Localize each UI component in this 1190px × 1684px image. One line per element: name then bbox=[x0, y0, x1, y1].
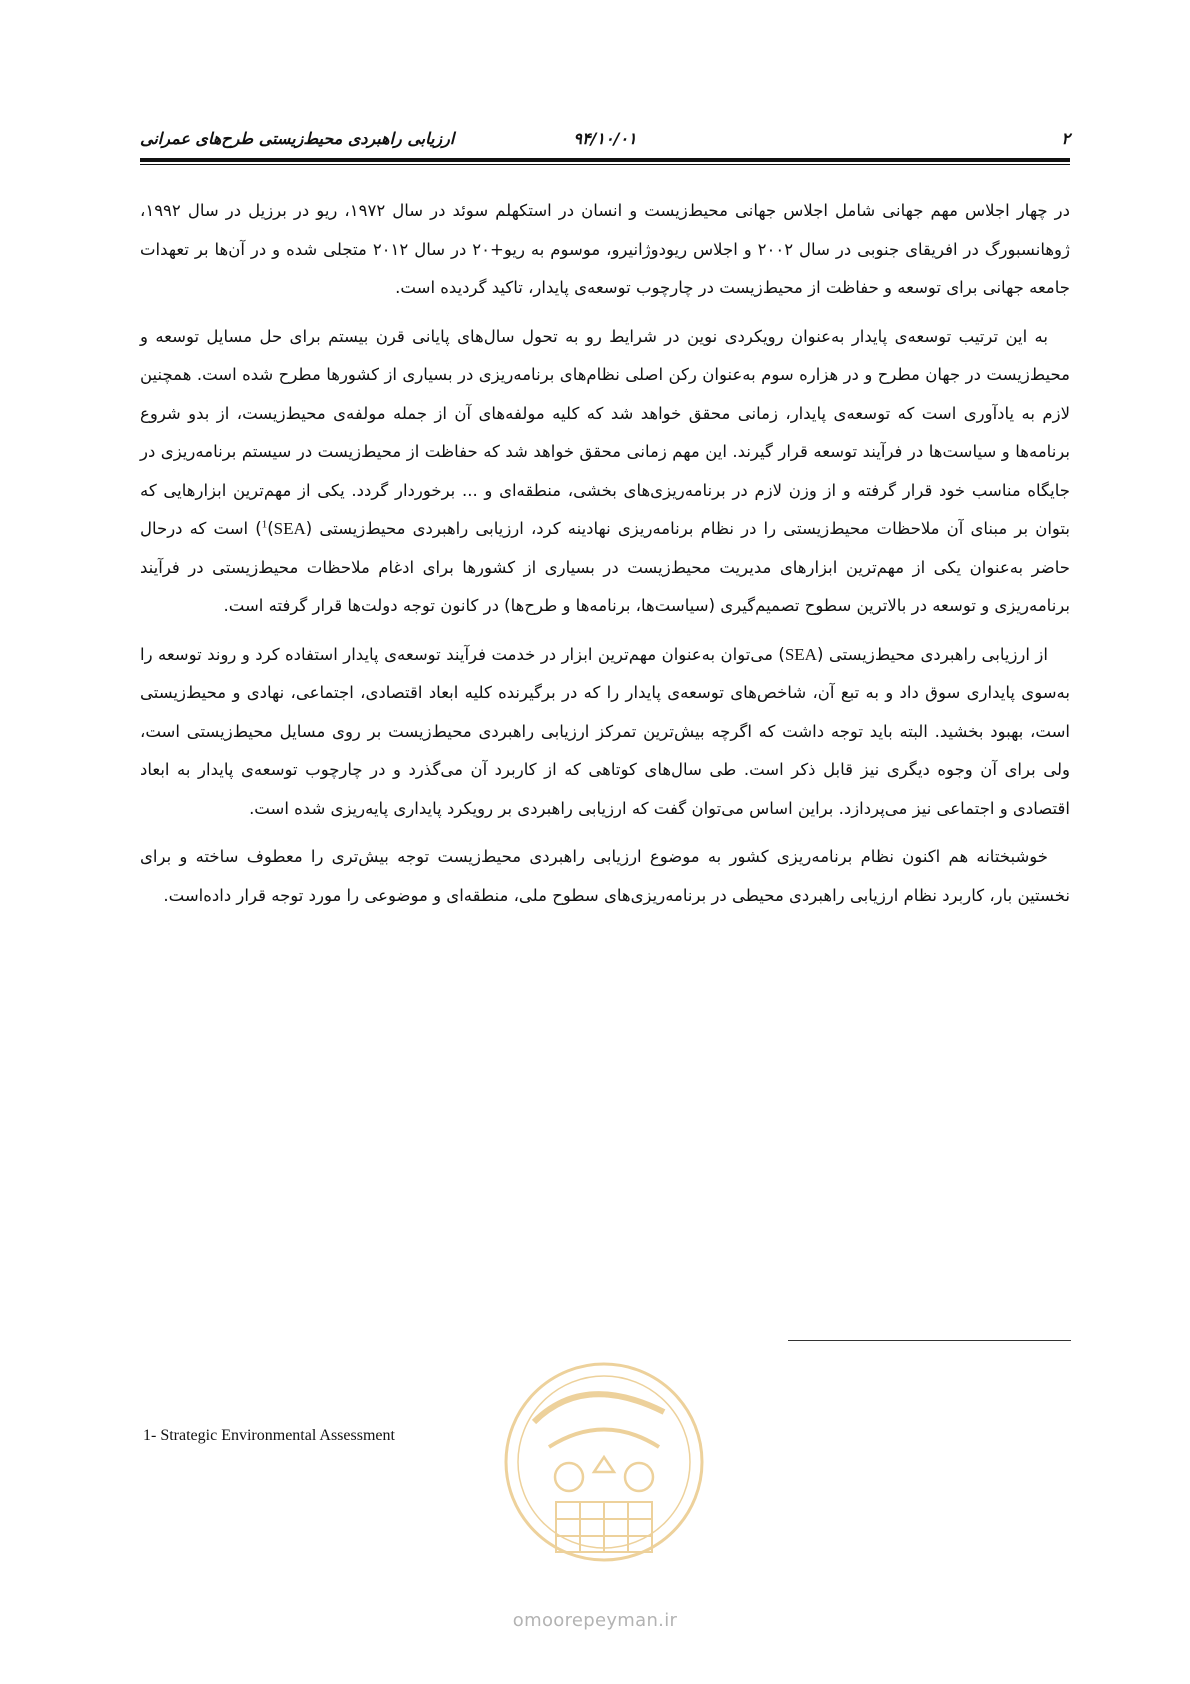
paragraph-2-text: به این ترتیب توسعه‌ی پایدار به‌عنوان رویکردی نوین در شرایط رو به تحول سال‌های پایانی قرن بیستم برای حل مسایل توسعه و محیط‌زیست در جهان مطرح و در هزاره سوم به‌عنوان رکن اصلی نظام‌های برنامه‌ریزی در بسیاری از کشورها مطرح شده است. همچنین لازم به یادآوری است که توسعه‌ی پایدار، زمانی محقق خواهد شد که کلیه مولفه‌های آن از جمله مولفه‌ی محیط‌زیست، از بدو شروع برنامه‌ها و سیاست‌ها در فرآیند توسعه قرار گیرند. این مهم زمانی محقق خواهد شد که حفاظت از محیط‌زیست در سیستم برنامه‌ریزی در جایگاه مناسب خود قرار گرفته و از وزن لازم در برنامه‌ریزی‌های بخشی، منطقه‌ای و ... برخوردار گردد. یکی از مهم‌ترین ابزارهایی که بتوان بر مبنای آن ملاحظات محیط‌زیستی را در نظام برنامه‌ریزی نهادینه کرد، ارزیابی راهبردی محیط‌زیستی ( bbox=[140, 326, 1070, 538]
header-rule-thin bbox=[140, 164, 1070, 165]
footnote: 1- Strategic Environmental Assessment bbox=[143, 1427, 395, 1444]
running-header bbox=[140, 127, 1070, 153]
closing-paren: ) bbox=[267, 519, 274, 538]
paragraph-3-text-after: ) می‌توان به‌عنوان مهم‌ترین ابزار در خدمت فرآیند توسعه‌ی پایدار استفاده کرد و روند توسعه را به‌سوی پایداری سوق داد و به تبع آن، شاخص‌های توسعه‌ی پایدار را که در برگیرنده کلیه ابعاد اقتصادی، اجتماعی، نهادی و محیط‌زیستی است، بهبود بخشید. البته باید توجه داشت که اگرچه بیش‌ترین تمرکز ارزیابی راهبردی محیط‌زیست بر روی مسایل محیط‌زیستی است، ولی برای آن وجوه دیگری نیز قابل ذکر است. طی سال‌های کوتاهی که از کاربرد آن می‌گذرد و در چارچوب توسعه‌ی پایدار به ابعاد اقتصادی و اجتماعی نیز می‌پردازد. براین اساس می‌توان گفت که ارزیابی راهبردی بر رویکرد پایداری پایه‌ریزی شده است. bbox=[140, 644, 1070, 818]
header-rule-thick bbox=[140, 158, 1070, 162]
footnote-separator bbox=[788, 1340, 1071, 1341]
page-number: ۲ bbox=[1061, 129, 1070, 148]
sea-abbreviation: SEA bbox=[273, 519, 306, 538]
paragraph-3-text: از ارزیابی راهبردی محیط‌زیستی ( bbox=[816, 644, 1048, 664]
paragraph-4-text: خوشبختانه هم اکنون نظام برنامه‌ریزی کشور به موضوع ارزیابی راهبردی محیط‌زیست توجه بیش‌تری را معطوف ساخته و برای نخستین بار، کاربرد نظام ارزیابی راهبردی محیطی در برنامه‌ریزی‌های سطوح ملی، منطقه‌ای و موضوعی را مورد توجه قرار داده‌است. bbox=[140, 847, 1070, 905]
paragraph-2-text-after: ) است که درحال حاضر به‌عنوان یکی از مهم‌ترین ابزارهای مدیریت محیط‌زیست در بسیاری از کشورها برای ادغام ملاحظات محیط‌زیستی در فرآیند برنامه‌ریزی و توسعه در بالاترین سطوح تصمیم‌گیری (سیاست‌ها، برنامه‌ها و طرح‌ها) در کانون توجه دولت‌ها قرار گرفته است. bbox=[140, 519, 1070, 615]
paragraph-1 bbox=[140, 192, 1070, 308]
paragraph-3 bbox=[140, 636, 1070, 829]
sea-abbreviation: SEA bbox=[784, 644, 817, 664]
header-date: ۹۴/۱۰/۰۱ bbox=[573, 129, 637, 148]
watermark-logo bbox=[494, 1352, 714, 1602]
body-text bbox=[140, 192, 1070, 925]
watermark-site: omoorepeyman.ir bbox=[512, 1610, 678, 1631]
header-title: ارزیابی راهبردی محیط‌زیستی طرح‌های عمرانی bbox=[140, 129, 455, 148]
footnote-marker[interactable]: 1 bbox=[261, 518, 268, 531]
paragraph-4 bbox=[140, 838, 1070, 915]
paragraph-2 bbox=[140, 318, 1070, 626]
paragraph-1-text: در چهار اجلاس مهم جهانی شامل اجلاس جهانی محیط‌زیست و انسان در استکهلم سوئد در سال ۱۹۷۲، ریو در برزیل در سال ۱۹۹۲، ژوهانسبورگ در افریقای جنوبی در سال ۲۰۰۲ و اجلاس ریودوژانیرو، موسوم به ریو+۲۰ در سال ۲۰۱۲ متجلی شده و در آن‌ها بر تعهدات جامعه جهانی برای توسعه و حفاظت از محیط‌زیست در چارچوب توسعه‌ی پایدار، تاکید گردیده است. bbox=[140, 201, 1070, 297]
